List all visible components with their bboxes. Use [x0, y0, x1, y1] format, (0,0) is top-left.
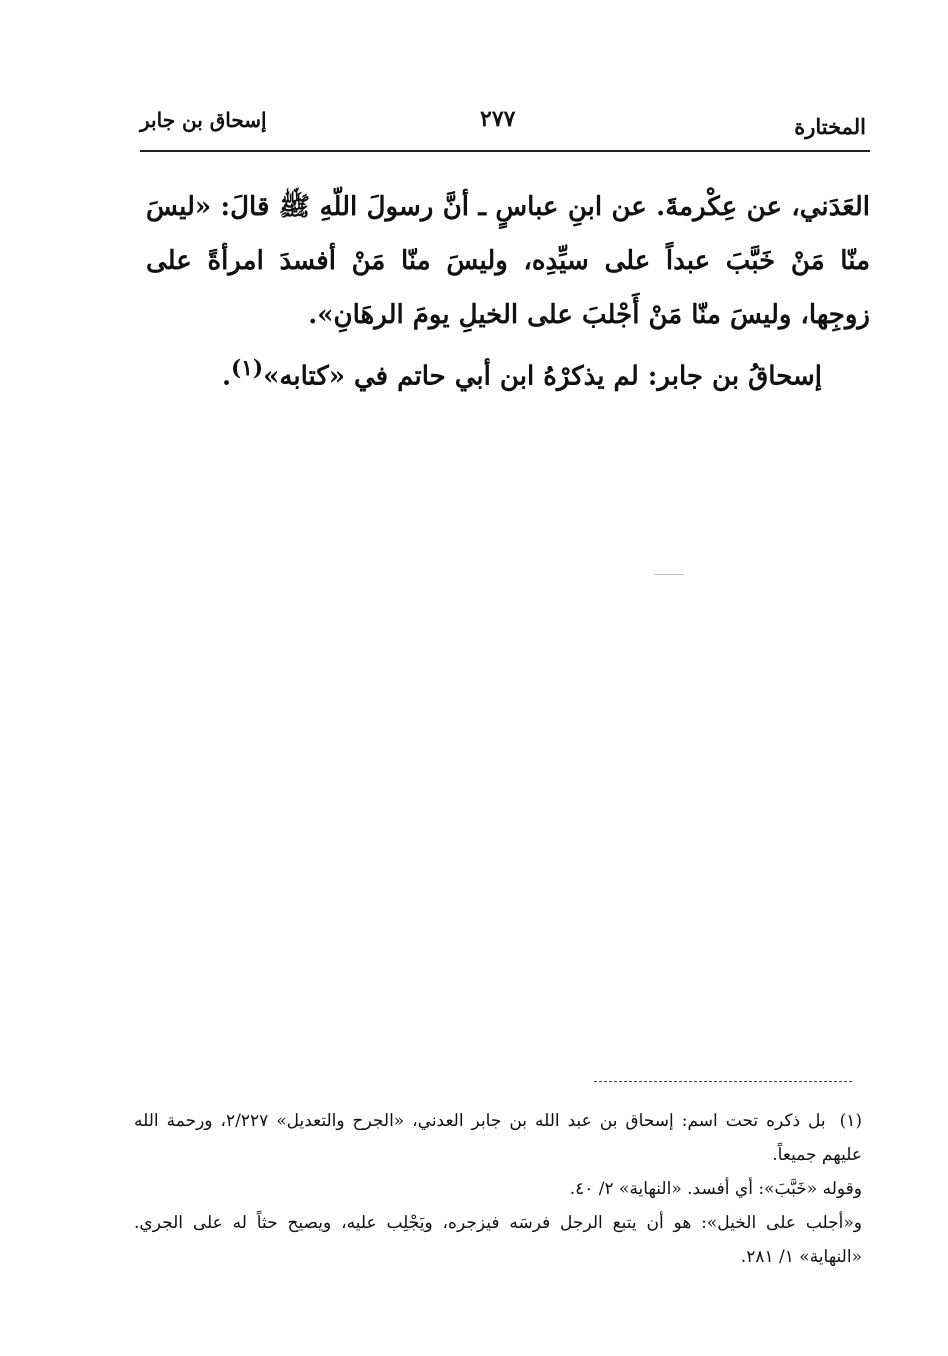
hadith-paragraph: العَدَني، عن عِكْرمةَ. عن ابنِ عباسٍ ـ أنَّ رسولَ اللّهِ ﷺ قالَ: «ليسَ منّا مَنْ خَبَّبَ عبداً على سيِّدِه، وليسَ منّا مَنْ أفسدَ امرأةً على زوجِها، وليسَ منّا مَنْ أَجْلبَ على الخيلِ يومَ الرهَانِ».: [146, 192, 870, 330]
section-title: إسحاق بن جابر: [140, 108, 267, 132]
footnote-1: [134, 1104, 862, 1172]
footnote-khabbaba: وقوله «خَبَّبَ»: أي أفسد. «النهاية» ٢/ ٤٠.: [569, 1179, 862, 1199]
footnote-separator: [594, 1081, 852, 1082]
narrator-note-text: إسحاقُ بن جابر: لم يذكرْهُ ابن أبي حاتم في «كتابه»: [263, 361, 822, 392]
footnote-reference: (١): [231, 356, 264, 381]
narrator-note: [146, 342, 870, 404]
footnote-1-text: بل ذكره تحت اسم: إسحاق بن عبد الله بن جابر العدني، «الجرح والتعديل» ٢/٢٢٧، ورحمة الله عليهم جميعاً.: [134, 1111, 862, 1165]
footnotes: [134, 1104, 862, 1274]
scan-speck: [654, 574, 684, 575]
footnote-ajlaba: و«أجلب على الخيل»: هو أن يتبع الرجل فرسَه فيزجره، ويَجْلِب عليه، ويصيح حثاً له على الجري. «النهاية» ١/ ٢٨١.: [134, 1213, 862, 1267]
narrator-note-end: .: [221, 361, 231, 392]
footnote-marker: (١): [839, 1111, 863, 1131]
book-title: المختارة: [794, 114, 866, 139]
header-divider: [140, 150, 870, 152]
main-text: [146, 180, 870, 404]
page-number: ٢٧٧: [480, 106, 516, 132]
running-header: [140, 104, 870, 144]
